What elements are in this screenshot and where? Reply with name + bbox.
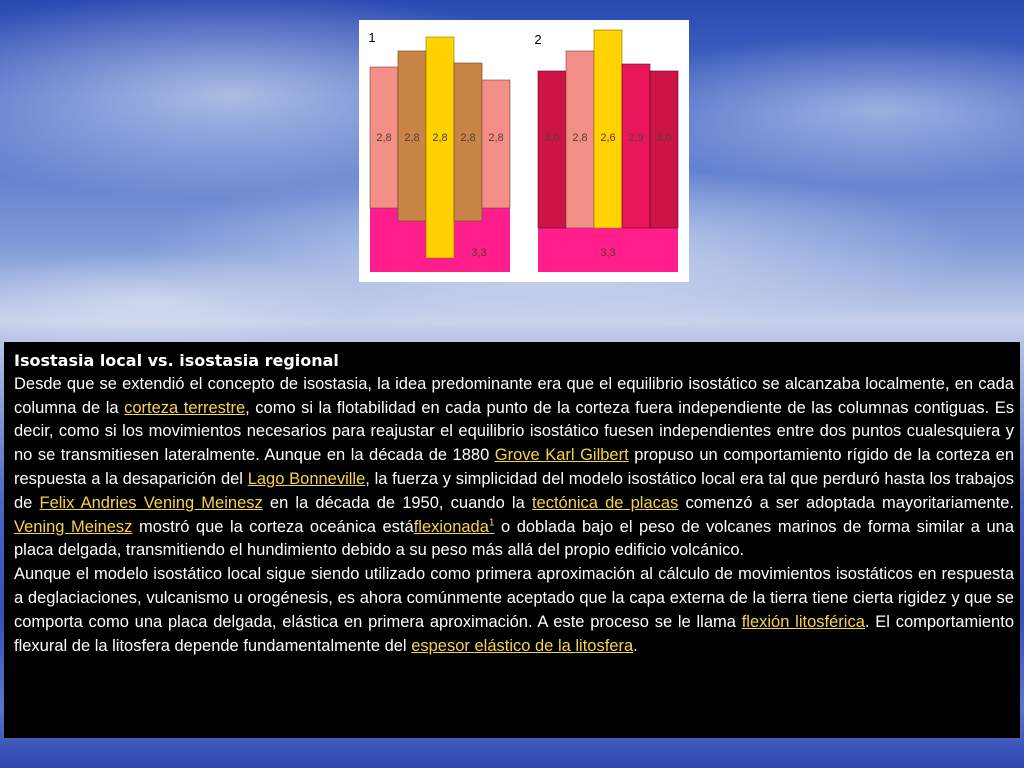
isostasy-figure [359, 20, 689, 282]
model1-density-4: 2,8 [460, 132, 476, 144]
model1-density-5: 2,8 [488, 132, 504, 144]
model2-block-1 [538, 71, 566, 228]
model2-block-3 [594, 30, 622, 228]
model2-density-2: 2,8 [572, 132, 588, 144]
article-paragraph-2 [14, 563, 1014, 658]
model1-block-3 [426, 37, 454, 258]
link-tectonica-de-placas[interactable]: tectónica de placas [531, 493, 679, 512]
link-flexion-litosferica[interactable]: flexión litosférica [741, 612, 865, 631]
p2-text-1: Aunque el modelo isostático local sigue siendo utilizado como primera aproximación al cálculo de movimientos isostáticos en respuesta a deglaciaciones, vulcanismo u orogénesis, es ahora comúnmente aceptado que la capa externa de la tierra tiene cierta rigidez y que se comporta como una placa delgada, elástica en primera aproximación. A este proceso se le llama [14, 565, 1014, 631]
p1-text-2: , como si la flotabilidad en cada punto de la corteza fuera independiente de las columnas contiguas. Es decir, como si los movimientos necesarios para reajustar el equilibrio isostático fuesen independientes entre dos puntos cualesquiera y no se transmitiesen lateralmente. Aunque en la década de 1880 [14, 398, 1015, 465]
model1-density-2: 2,8 [404, 132, 420, 144]
model1-density-1: 2,8 [376, 132, 392, 144]
isostasy-diagram [359, 20, 689, 282]
article-paragraph-1 [14, 373, 1014, 563]
model2-label: 2 [534, 32, 542, 47]
link-lago-bonneville[interactable]: Lago Bonneville [247, 469, 366, 488]
model2-density-4: 2,9 [628, 132, 644, 144]
model2-mantle-density: 3,3 [600, 247, 616, 259]
link-flexionada[interactable] [414, 518, 495, 536]
p1-text-4: , la fuerza y simplicidad del modelo isostático local era tal que perduró hasta los trabajos de [14, 469, 1015, 512]
p2-text-3: . [633, 636, 638, 655]
link-grove-karl-gilbert[interactable]: Grove Karl Gilbert [494, 446, 629, 465]
p1-text-6: comenzó a ser adoptada mayoritariamente. [678, 493, 1015, 512]
article-text-panel [4, 342, 1020, 738]
model2-density-3: 2,6 [600, 132, 616, 144]
model1-block-5 [482, 80, 510, 208]
p1-text-3: propuso un comportamiento rígido de la corteza en respuesta a la desaparición del [14, 446, 1015, 488]
model1-label: 1 [368, 30, 376, 45]
p2-text-2: . El comportamiento flexural de la litosfera depende fundamentalmente del [14, 612, 1014, 655]
p1-text-1: Desde que se extendió el concepto de isostasia, la idea predominante era que el equilibrio isostático se alcanzaba localmente, en cada columna de la [14, 374, 1014, 417]
p1-text-7: mostró que la corteza oceánica está [132, 517, 414, 536]
model2-density-5: 3,0 [656, 132, 672, 144]
model1-density-3: 2,8 [432, 132, 448, 144]
p1-text-5: en la década de 1950, cuando la [262, 493, 532, 512]
link-espesor-elastico[interactable]: espesor elástico de la litosfera [411, 636, 634, 655]
link-flexionada-label: flexionada [413, 517, 489, 536]
model2-block-4 [622, 64, 650, 228]
link-corteza-terrestre[interactable]: corteza terrestre [124, 398, 246, 417]
model2-density-1: 3,0 [544, 132, 560, 144]
model2-block-5 [650, 71, 678, 228]
link-vening-meinesz[interactable]: Vening Meinesz [14, 517, 133, 536]
link-felix-andries-vening-meinesz[interactable]: Felix Andries Vening Meinesz [39, 493, 263, 512]
footnote-ref-1: 1 [488, 517, 495, 529]
article-title: Isostasia local vs. isostasia regional [14, 351, 339, 370]
p1-text-8: o doblada bajo el peso de volcanes marinos de forma similar a una placa delgada, transmitiendo el hundimiento debido a su peso más allá del propio edificio volcánico. [14, 517, 1014, 560]
model1-mantle-density: 3,3 [471, 247, 487, 259]
